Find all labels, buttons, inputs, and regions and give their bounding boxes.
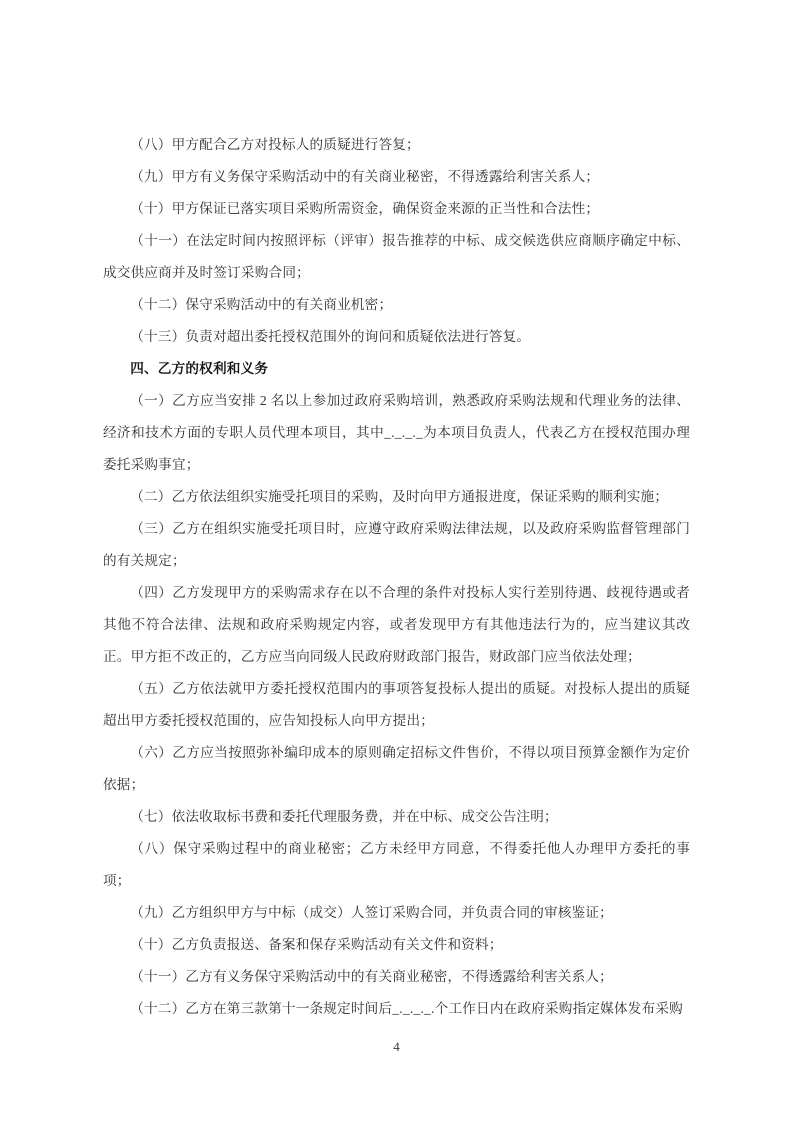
- clause-party-b-5: （五）乙方依法就甲方委托授权范围内的事项答复投标人提出的质疑。对投标人提出的质疑超出甲方委托授权范围的，应告知投标人向甲方提出；: [103, 681, 690, 728]
- clause-party-a-11: （十一）在法定时间内按照评标（评审）报告推荐的中标、成交候选供应商顺序确定中标、成交供应商并及时签订采购合同；: [103, 233, 690, 280]
- clause-party-b-8: （八）保守采购过程中的商业秘密；乙方未经甲方同意，不得委托他人办理甲方委托的事项；: [103, 841, 690, 888]
- clause-party-b-12: （十二）乙方在第三款第十一条规定时间后_._._._.个工作日内在政府采购指定媒体发布采购: [130, 1001, 683, 1016]
- clause-party-a-12: （十二）保守采购活动中的有关商业机密；: [130, 297, 393, 312]
- clause-party-b-7: （七）依法收取标书费和委托代理服务费，并在中标、成交公告注明；: [130, 809, 558, 824]
- clause-party-a-9: （九）甲方有义务保守采购活动中的有关商业秘密，不得透露给利害关系人；: [130, 169, 600, 184]
- clause-party-b-6: （六）乙方应当按照弥补编印成本的原则确定招标文件售价，不得以项目预算金额作为定价依据；: [103, 745, 690, 792]
- clause-party-a-10: （十）甲方保证已落实项目采购所需资金，确保资金来源的正当性和合法性；: [130, 201, 600, 216]
- clause-party-b-1: （一）乙方应当安排 2 名以上参加过政府采购培训，熟悉政府采购法规和代理业务的法律、经济和技术方面的专职人员代理本项目，其中_._._._为本项目负责人，代表乙方在授权范围办理委托采购事宜；: [103, 393, 690, 472]
- clause-party-b-4: （四）乙方发现甲方的采购需求存在以不合理的条件对投标人实行差别待遇、歧视待遇或者其他不符合法律、法规和政府采购规定内容，或者发现甲方有其他违法行为的，应当建议其改正。甲方拒不改正的，乙方应当向同级人民政府财政部门报告，财政部门应当依法处理；: [103, 585, 690, 664]
- clause-party-a-13: （十三）负责对超出委托授权范围外的询问和质疑依法进行答复。: [130, 329, 531, 344]
- clause-party-b-3: （三）乙方在组织实施受托项目时，应遵守政府采购法律法规，以及政府采购监督管理部门的有关规定；: [103, 521, 690, 568]
- clause-party-b-2: （二）乙方依法组织实施受托项目的采购，及时向甲方通报进度，保证采购的顺利实施；: [130, 489, 669, 504]
- clause-party-b-11: （十一）乙方有义务保守采购活动中的有关商业秘密，不得透露给利害关系人；: [130, 969, 613, 984]
- page-number: 4: [393, 1039, 400, 1054]
- section-heading-party-b-rights: 四、乙方的权利和义务: [130, 361, 269, 376]
- document-body: [103, 129, 690, 1025]
- clause-party-b-10: （十）乙方负责报送、备案和保存采购活动有关文件和资料；: [130, 937, 503, 952]
- clause-party-a-8: （八）甲方配合乙方对投标人的质疑进行答复；: [130, 137, 420, 152]
- clause-party-b-9: （九）乙方组织甲方与中标（成交）人签订采购合同，并负责合同的审核鉴证；: [130, 905, 613, 920]
